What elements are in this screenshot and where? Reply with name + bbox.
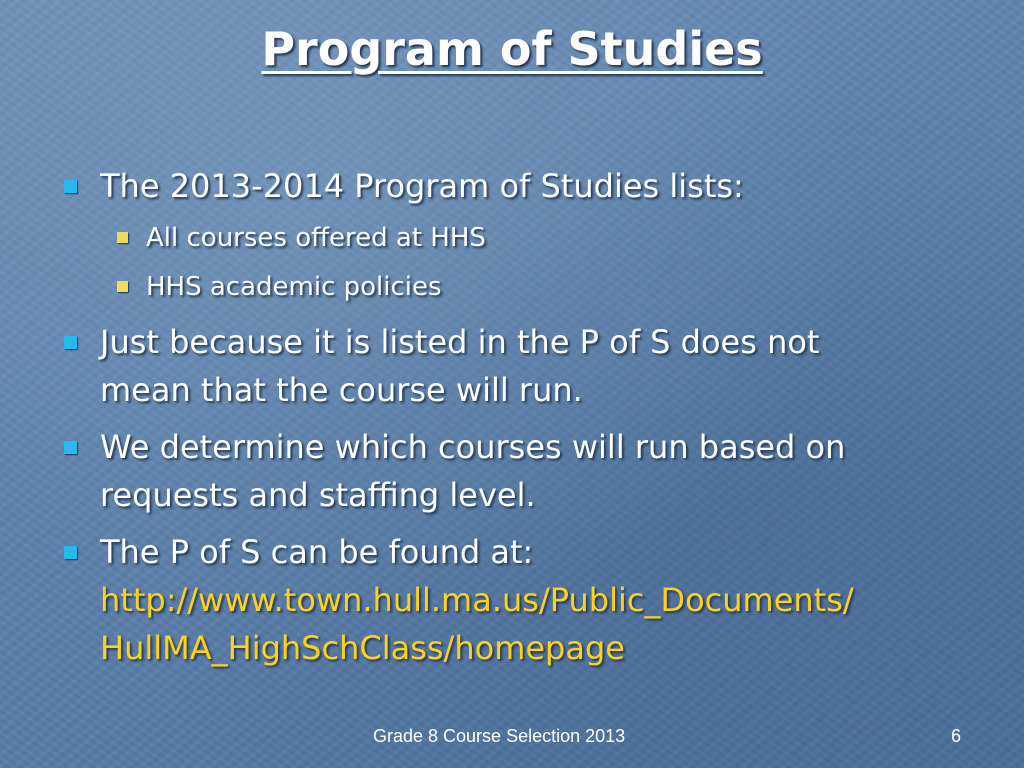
bullet-square-icon xyxy=(64,546,77,559)
bullet-3-line-1: We determine which courses will run based on xyxy=(100,428,846,466)
bullet-4-text: The P of S can be found at: xyxy=(100,533,534,571)
bullet-square-icon xyxy=(64,180,77,193)
sub-bullet-2: HHS academic policies xyxy=(146,272,442,302)
bullet-3-text xyxy=(100,423,980,519)
bullet-2-line-1: Just because it is listed in the P of S does not xyxy=(100,323,820,361)
bullet-3-line-2: requests and staffing level. xyxy=(100,476,536,514)
bullet-square-icon xyxy=(64,441,77,454)
bullet-4 xyxy=(100,528,980,672)
bullet-2-line-2: mean that the course will run. xyxy=(100,371,583,409)
sub-bullet-square-icon xyxy=(117,232,128,243)
program-of-studies-link-line-1[interactable]: http://www.town.hull.ma.us/Public_Documents/ xyxy=(100,581,854,619)
footer-text: Grade 8 Course Selection 2013 xyxy=(373,726,626,746)
program-of-studies-link-line-2[interactable]: HullMA_HighSchClass/homepage xyxy=(100,629,625,667)
bullet-1-text: The 2013-2014 Program of Studies lists: xyxy=(100,167,744,205)
bullet-square-icon xyxy=(64,336,77,349)
sub-bullet-1: All courses offered at HHS xyxy=(146,223,486,253)
bullet-2-text xyxy=(100,318,980,414)
slide-number: 6 xyxy=(951,726,962,746)
sub-bullet-square-icon xyxy=(117,281,128,292)
slide-title: Program of Studies xyxy=(261,22,763,76)
